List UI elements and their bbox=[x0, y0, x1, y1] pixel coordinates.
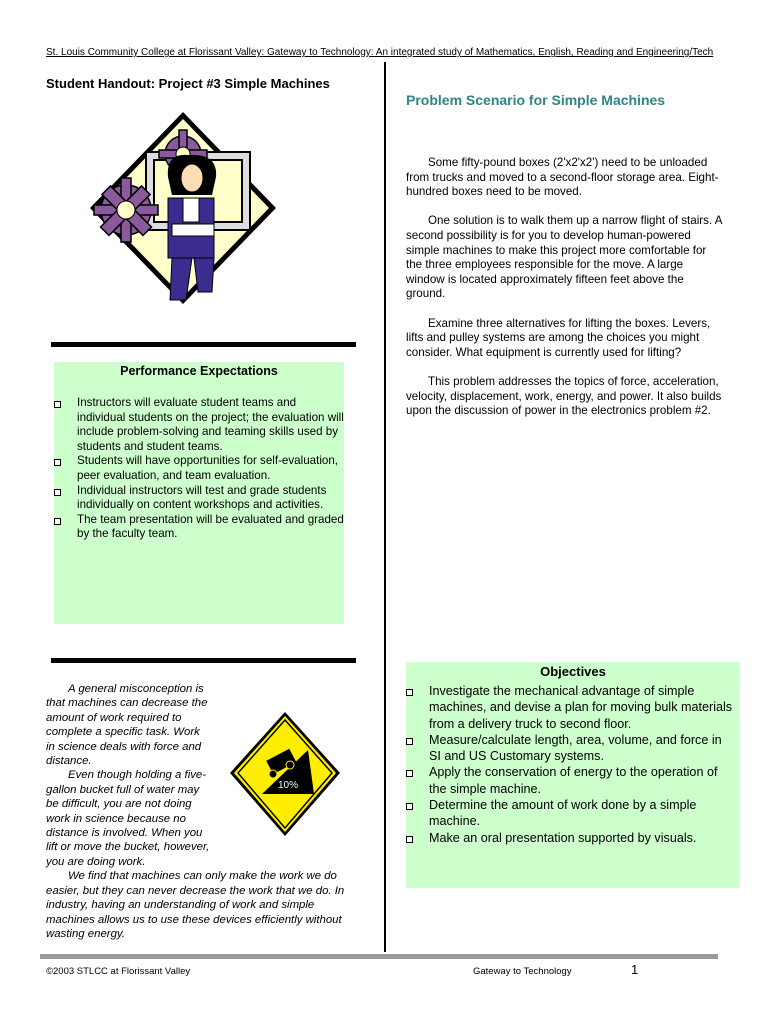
performance-title: Performance Expectations bbox=[120, 364, 278, 378]
list-item: Make an oral presentation supported by visuals. bbox=[406, 830, 736, 846]
paragraph: Some fifty-pound boxes (2'x2'x2') need to be unloaded from trucks and moved to a second-floor storage area. Eight-hundred boxes need to be moved. bbox=[406, 156, 719, 199]
checkbox-bullet-icon bbox=[54, 459, 61, 466]
list-item: Individual instructors will test and grade students individually on content workshops and activities. bbox=[54, 484, 344, 513]
footer-copyright: ©2003 STLCC at Florissant Valley bbox=[46, 966, 191, 977]
list-item: The team presentation will be evaluated and graded by the faculty team. bbox=[54, 513, 344, 542]
performance-list bbox=[54, 396, 344, 542]
scenario-title: Problem Scenario for Simple Machines bbox=[406, 92, 666, 108]
section-rule bbox=[51, 658, 356, 663]
grade-label: 10% bbox=[277, 780, 299, 791]
paragraph: Even though holding a five-gallon bucket full of water may be difficult, you are not doing work in science because no distance is involved. When you lift or move the bucket, however, you are doing work. bbox=[46, 769, 210, 868]
list-item: Investigate the mechanical advantage of simple machines, and devise a plan for moving bulk materials from a delivery truck to second floor. bbox=[406, 683, 736, 732]
checkbox-bullet-icon bbox=[406, 770, 413, 777]
footer-course-name: Gateway to Technology bbox=[473, 966, 572, 977]
scenario-text bbox=[406, 156, 724, 433]
footer-rule bbox=[40, 954, 718, 959]
paragraph: This problem addresses the topics of force, acceleration, velocity, displacement, work, energy, and power. It also builds upon the discussion of power in the electronics problem #2. bbox=[406, 374, 722, 418]
objectives-box bbox=[406, 662, 740, 888]
list-item: Apply the conservation of energy to the operation of the simple machine. bbox=[406, 764, 736, 797]
handout-title: Student Handout: Project #3 Simple Machines bbox=[46, 76, 330, 91]
checkbox-bullet-icon bbox=[54, 401, 61, 408]
paragraph: A general misconception is that machines can decrease the amount of work required to complete a specific task. Work in science deals with force and distance. bbox=[46, 683, 208, 768]
checkbox-bullet-icon bbox=[406, 738, 413, 745]
paragraph: Examine three alternatives for lifting the boxes. Levers, lifts and pulley systems are among the choices you might consider. What equipment is currently used for lifting? bbox=[406, 316, 711, 359]
column-divider bbox=[384, 62, 386, 952]
page-number: 1 bbox=[631, 962, 639, 977]
engineer-gears-illustration bbox=[88, 110, 278, 306]
checkbox-bullet-icon bbox=[54, 489, 61, 496]
section-rule bbox=[51, 342, 356, 347]
objectives-title: Objectives bbox=[540, 664, 606, 679]
checkbox-bullet-icon bbox=[406, 836, 413, 843]
paragraph: We find that machines can only make the work we do easier, but they can never decrease the work that we do. In industry, having an understanding of work and simple machines allows us to use these devices efficiently without wasting energy. bbox=[46, 870, 345, 940]
list-item: Determine the amount of work done by a simple machine. bbox=[406, 797, 736, 830]
checkbox-bullet-icon bbox=[406, 689, 413, 696]
objectives-list bbox=[406, 683, 736, 846]
performance-expectations-box bbox=[54, 362, 344, 624]
list-item: Students will have opportunities for self-evaluation, peer evaluation, and team evaluation. bbox=[54, 454, 344, 483]
header-line: St. Louis Community College at Florissant Valley: Gateway to Technology: An integrated study of Mathematics, English, Reading and Engineering/Tech bbox=[46, 47, 714, 58]
list-item: Instructors will evaluate student teams and individual students on the project; the evaluation will include problem-solving and teaming skills used by students and student teams. bbox=[54, 396, 344, 454]
paragraph: One solution is to walk them up a narrow flight of stairs. A second possibility is for you to develop human-powered simple machines to make this project more comfortable for the three employees responsible for the move. A large window is located approximately fifteen feet above the ground. bbox=[406, 214, 722, 301]
checkbox-bullet-icon bbox=[406, 803, 413, 810]
steep-grade-sign-icon bbox=[228, 710, 342, 840]
list-item: Measure/calculate length, area, volume, and force in SI and US Customary systems. bbox=[406, 732, 736, 765]
checkbox-bullet-icon bbox=[54, 518, 61, 525]
